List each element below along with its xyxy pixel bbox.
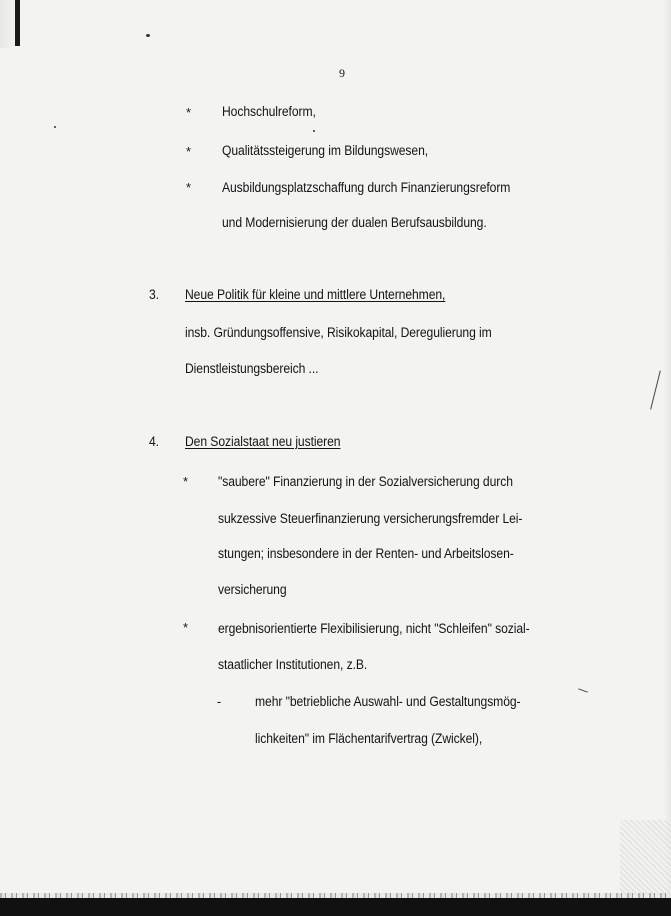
bullet-text: sukzessive Steuerfinanzierung versicherungsfremder Lei- xyxy=(218,511,523,526)
bullet-marker: * xyxy=(186,144,192,159)
section-number: 4. xyxy=(149,434,159,449)
sub-item-marker: - xyxy=(217,694,221,709)
section-number: 3. xyxy=(149,287,159,302)
bullet-text: stungen; insbesondere in der Renten- und Arbeitslosen- xyxy=(218,546,514,561)
scan-noise xyxy=(620,820,671,895)
bullet-marker: * xyxy=(186,180,192,195)
scan-speck xyxy=(313,130,315,132)
bullet-marker: * xyxy=(183,474,189,489)
bullet-text: Qualitätssteigerung im Bildungswesen, xyxy=(222,143,429,158)
scan-edge xyxy=(0,0,16,48)
sub-item-text: mehr "betriebliche Auswahl- und Gestaltungsmög- xyxy=(255,694,521,709)
scan-speck xyxy=(146,34,150,37)
bullet-marker: * xyxy=(186,105,192,120)
bullet-marker: * xyxy=(183,620,189,635)
section-heading: Den Sozialstaat neu justieren xyxy=(185,434,341,449)
section-text: Dienstleistungsbereich ... xyxy=(185,361,319,376)
section-heading: Neue Politik für kleine und mittlere Unternehmen, xyxy=(185,287,446,302)
bullet-text: staatlicher Institutionen, z.B. xyxy=(218,657,368,672)
bullet-text: versicherung xyxy=(218,582,287,597)
bullet-text: Hochschulreform, xyxy=(222,104,316,119)
scan-speck xyxy=(54,126,56,128)
scan-mark xyxy=(650,370,661,409)
bullet-text: "saubere" Finanzierung in der Sozialversicherung durch xyxy=(218,474,513,489)
bullet-text: und Modernisierung der dualen Berufsausbildung. xyxy=(222,215,487,230)
bullet-text: Ausbildungsplatzschaffung durch Finanzierungsreform xyxy=(222,180,511,195)
bullet-text: ergebnisorientierte Flexibilisierung, nicht "Schleifen" sozial- xyxy=(218,621,530,636)
scan-mark xyxy=(578,688,588,692)
scan-binding-mark xyxy=(15,0,20,46)
scan-bottom-bar xyxy=(0,898,671,916)
page-number: 9 xyxy=(339,66,345,80)
sub-item-text: lichkeiten" im Flächentarifvertrag (Zwickel), xyxy=(255,731,483,746)
section-text: insb. Gründungsoffensive, Risikokapital, Deregulierung im xyxy=(185,325,492,340)
scan-edge-right xyxy=(664,0,671,916)
